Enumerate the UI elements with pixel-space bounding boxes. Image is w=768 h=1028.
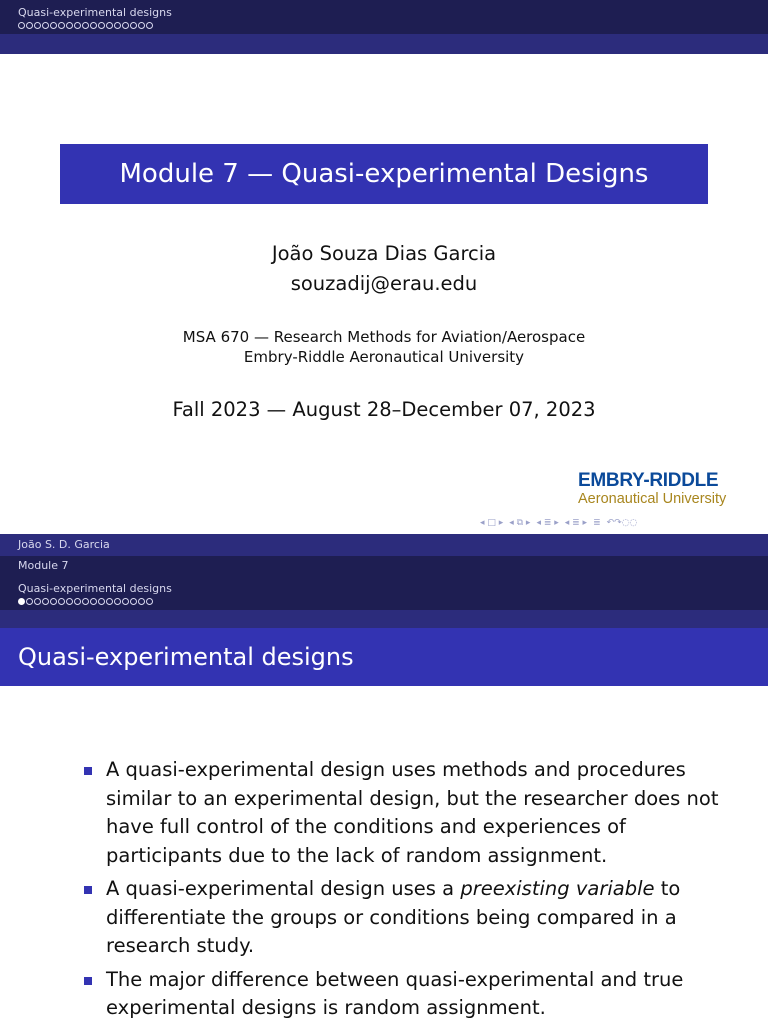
institution-name: Embry-Riddle Aeronautical University (243, 348, 525, 366)
frame-dot[interactable] (106, 22, 113, 29)
frame-dot[interactable] (50, 22, 57, 29)
term-dates: Fall 2023 — August 28–December 07, 2023 (172, 398, 596, 421)
frame-progress-dots (18, 22, 154, 29)
frame-dot[interactable] (74, 598, 81, 605)
logo-subtitle: Aeronautical University (578, 491, 727, 507)
frame-dot[interactable] (34, 598, 41, 605)
frame-dot[interactable] (26, 598, 33, 605)
author-name: João Souza Dias Garcia (271, 242, 497, 265)
bullet-text: The major difference between quasi-experimental and true experimental designs is random assignment. (106, 967, 684, 1019)
slide1-header (0, 0, 768, 34)
frame-dot[interactable] (98, 598, 105, 605)
section-nav-label[interactable]: Quasi-experimental designs (18, 6, 172, 19)
frame-dot[interactable] (122, 598, 129, 605)
frame-dot[interactable] (66, 22, 73, 29)
frame-dot[interactable] (42, 22, 49, 29)
beamer-navigation-controls (480, 516, 762, 530)
module-label: Module 7 (18, 559, 69, 572)
bullet-text-after: to differentiate the groups or conditions being compared in a research study. (106, 877, 681, 957)
slide2-section-bar (0, 578, 768, 610)
slide1-header-bar (0, 34, 768, 54)
frame-dot[interactable] (122, 22, 129, 29)
course-name: MSA 670 — Research Methods for Aviation/Aerospace (182, 328, 586, 346)
bullet-square-icon (84, 767, 92, 775)
frame-dot[interactable] (90, 598, 97, 605)
frame-dot[interactable] (130, 598, 137, 605)
bullet-emphasis: preexisting variable (460, 877, 655, 900)
frame-dot[interactable] (90, 22, 97, 29)
bullet-square-icon (84, 977, 92, 985)
frame-dot[interactable] (98, 22, 105, 29)
frame-dot[interactable] (106, 598, 113, 605)
bullet-square-icon (84, 886, 92, 894)
slide2-header-bar (0, 610, 768, 628)
bullet-list (84, 756, 724, 1028)
frame-dot[interactable] (146, 22, 153, 29)
frame-dot[interactable] (66, 598, 73, 605)
frame-dot[interactable] (50, 598, 57, 605)
frame-dot[interactable] (74, 22, 81, 29)
frame-title: Quasi-experimental designs (0, 628, 768, 686)
frame-dot[interactable] (82, 598, 89, 605)
frame-back-icon[interactable]: ◂ □ ▸ (480, 518, 504, 528)
frame-dot[interactable] (58, 22, 65, 29)
section-nav-label-2[interactable]: Quasi-experimental designs (18, 582, 172, 595)
frame-dot[interactable] (130, 22, 137, 29)
slide2-module-bar (0, 556, 768, 578)
list-item (84, 966, 724, 1023)
bullet-text: A quasi-experimental design uses methods and procedures similar to an experimental design, but the researcher does not have full control of the conditions and experiences of participants due to the lack of random assignment. (106, 758, 719, 867)
logo-wordmark: EMBRY-RIDDLE (578, 470, 719, 491)
subsection-nav-icon[interactable]: ◂ ⧉ ▸ (509, 518, 531, 528)
list-item (84, 875, 724, 961)
frame-progress-dots-2 (18, 598, 154, 605)
search-zoom-icon[interactable]: ↶↷◌◌ (606, 518, 638, 528)
frame-dot[interactable] (82, 22, 89, 29)
slide2-author-bar (0, 534, 768, 556)
frame-dot[interactable] (138, 598, 145, 605)
frame-dot[interactable] (138, 22, 145, 29)
frame-dot[interactable] (58, 598, 65, 605)
frame-dot[interactable] (26, 22, 33, 29)
section-nav-icon[interactable]: ◂ ≣ ▸ (536, 518, 559, 528)
subsection-list-icon[interactable]: ◂ ≣ ▸ (564, 518, 588, 528)
university-logo (578, 470, 762, 507)
frame-dot[interactable] (146, 598, 153, 605)
frame-dot[interactable] (34, 22, 41, 29)
toc-icon[interactable]: ≣ (593, 518, 601, 528)
list-item (84, 756, 724, 870)
frame-dot[interactable] (114, 22, 121, 29)
author-email: souzadij@erau.edu (290, 272, 478, 295)
frame-dot[interactable] (18, 22, 25, 29)
slide-title: Module 7 — Quasi-experimental Designs (60, 144, 708, 204)
author-short: João S. D. Garcia (18, 538, 110, 551)
frame-dot[interactable] (42, 598, 49, 605)
frame-dot-current[interactable] (18, 598, 25, 605)
frame-dot[interactable] (114, 598, 121, 605)
bullet-text-before: A quasi-experimental design uses a (106, 877, 461, 900)
